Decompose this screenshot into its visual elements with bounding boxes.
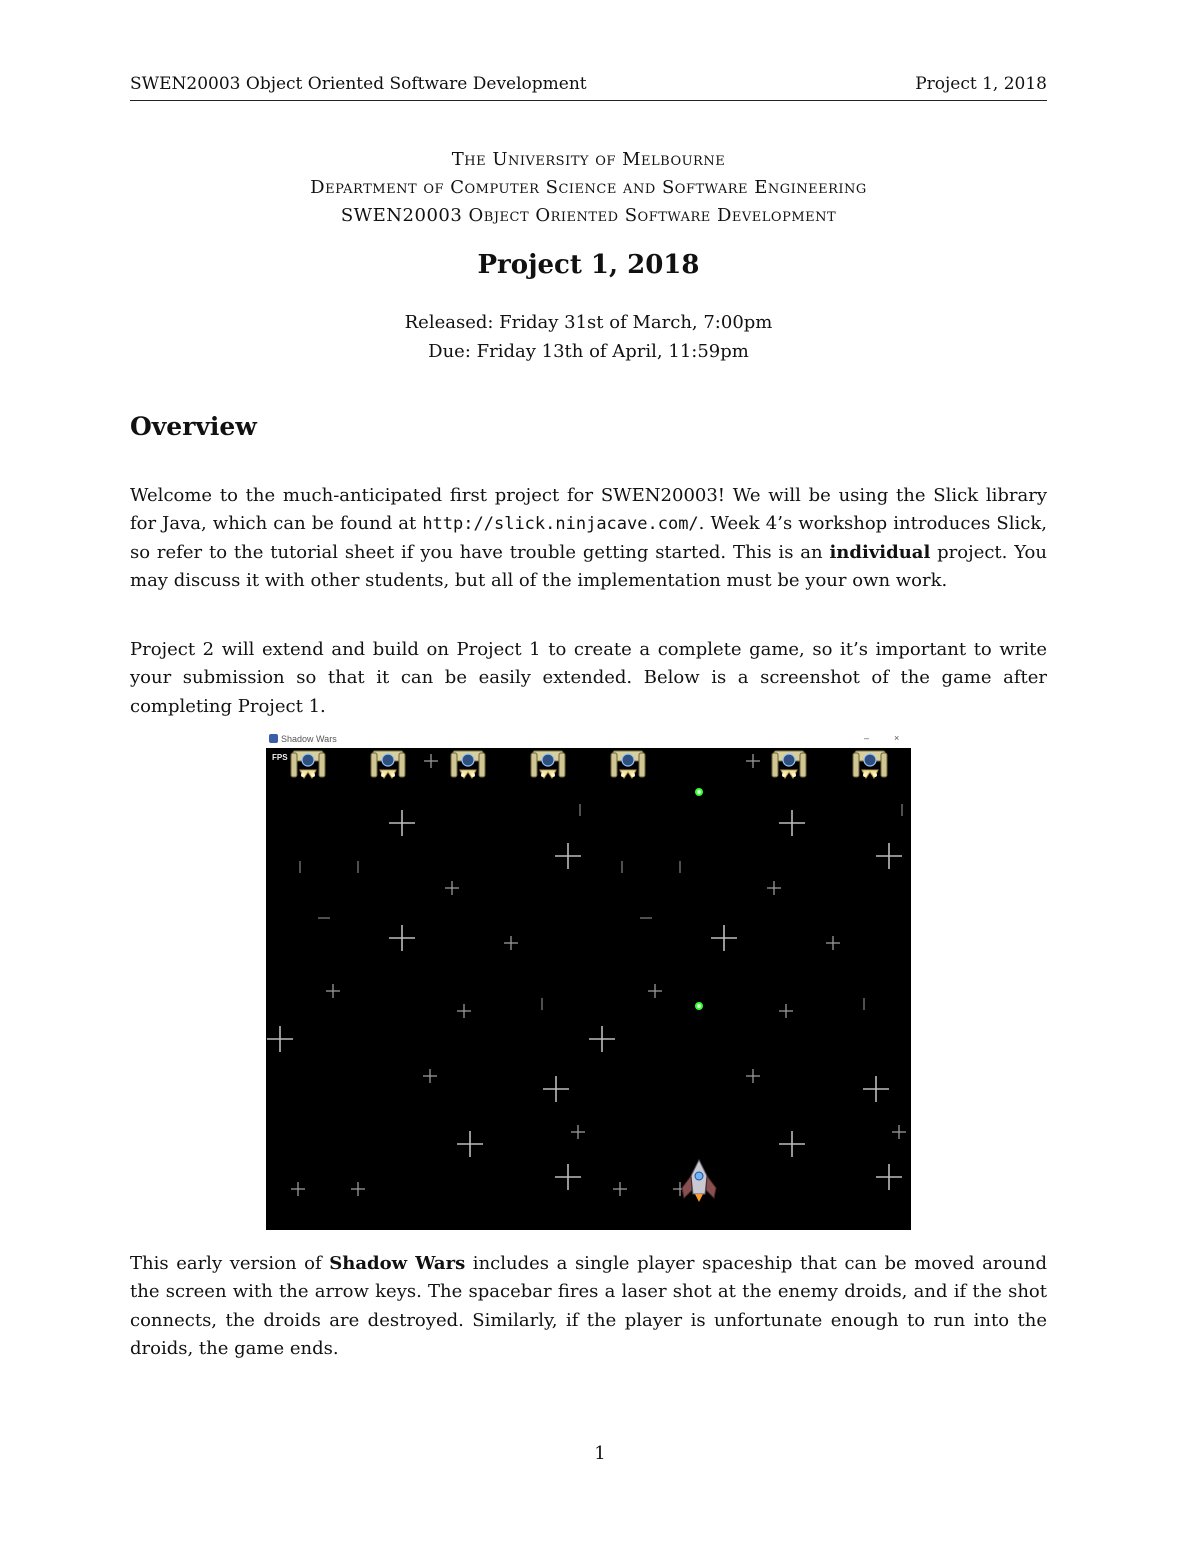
- star: [291, 1182, 305, 1196]
- university-name: The University of Melbourne: [451, 149, 726, 170]
- star: [767, 881, 781, 895]
- player-spaceship: [682, 1160, 716, 1202]
- p3-bold-shadow-wars: Shadow Wars: [329, 1253, 466, 1274]
- project-title: Project 1, 2018: [477, 250, 700, 280]
- star: [613, 1182, 627, 1196]
- overview-paragraph-1: [130, 482, 1047, 595]
- star: [457, 1131, 483, 1157]
- close-icon: ×: [894, 733, 900, 743]
- star: [389, 810, 415, 836]
- title-block: [130, 146, 1047, 230]
- star: [589, 1026, 615, 1052]
- star: [326, 984, 340, 998]
- fps-counter: FPS: [272, 753, 288, 762]
- star: [892, 1125, 906, 1139]
- star: [571, 1125, 585, 1139]
- p1-text-c: project. You may discuss it with other students, but all of the implementation must be your own work.: [130, 541, 1047, 591]
- enemy-droid: [451, 751, 485, 778]
- star: [267, 1026, 293, 1052]
- star: [389, 925, 415, 951]
- game-window-title: Shadow Wars: [281, 734, 337, 744]
- enemy-droid: [531, 751, 565, 778]
- star: [351, 1182, 365, 1196]
- header-project: Project 1, 2018: [915, 74, 1047, 94]
- star: [648, 984, 662, 998]
- subject-name: SWEN20003 Object Oriented Software Development: [340, 205, 837, 226]
- header-course: SWEN20003 Object Oriented Software Development: [130, 74, 587, 94]
- overview-paragraph-2: Project 2 will extend and build on Project 1 to create a complete game, so it’s important to write your submission so that it can be easily extended. Below is a screenshot of the game after completing Project 1.: [130, 639, 1047, 717]
- game-scene: [266, 748, 911, 1230]
- due-date: Due: Friday 13th of April, 11:59pm: [428, 341, 749, 362]
- star: [863, 1076, 889, 1102]
- game-title-bar: [266, 731, 911, 748]
- dates: [130, 308, 1047, 366]
- p3-text-b: includes a single player spaceship that can be moved around the screen with the arrow keys. The spacebar fires a laser shot at the enemy droids, and if the shot connects, the droids are destroyed. Similarly, if the player is unfortunate enough to run into the droids, the game ends.: [130, 1253, 1047, 1359]
- game-screenshot: [266, 731, 911, 1230]
- overview-heading: Overview: [130, 412, 257, 441]
- game-app-icon: [269, 734, 278, 743]
- department-name: Department of Computer Science and Software Engineering: [310, 177, 867, 198]
- game-canvas: [266, 748, 911, 1230]
- star: [746, 1069, 760, 1083]
- star: [445, 881, 459, 895]
- star: [504, 936, 518, 950]
- p1-bold-individual: individual: [829, 541, 931, 563]
- minimize-icon: –: [864, 733, 870, 743]
- star: [746, 754, 760, 768]
- star: [555, 1164, 581, 1190]
- p1-text-a: Welcome to the much-anticipated first project for SWEN20003! We will be using the Slick library for Java, which can be found at: [130, 485, 1047, 535]
- overview-paragraph-3: [130, 1250, 1047, 1363]
- laser-shot: [695, 788, 703, 796]
- running-header: [130, 74, 1047, 101]
- star: [711, 925, 737, 951]
- enemy-droid: [371, 751, 405, 778]
- star: [457, 1004, 471, 1018]
- released-date: Released: Friday 31st of March, 7:00pm: [404, 312, 773, 333]
- slick-url-link[interactable]: http://slick.ninjacave.com/: [422, 514, 699, 535]
- p1-text-b: . Week 4’s workshop introduces Slick, so refer to the tutorial sheet if you have trouble getting started. This is an: [130, 513, 1047, 563]
- p3-text-a: This early version of: [130, 1253, 330, 1274]
- star: [543, 1076, 569, 1102]
- enemy-droid: [853, 751, 887, 778]
- enemy-droid: [772, 751, 806, 778]
- enemy-droid: [611, 751, 645, 778]
- laser-shot: [695, 1002, 703, 1010]
- enemy-droid: [291, 751, 325, 778]
- star: [779, 1131, 805, 1157]
- star: [876, 1164, 902, 1190]
- star: [555, 843, 581, 869]
- star: [876, 843, 902, 869]
- star: [423, 1069, 437, 1083]
- star: [424, 754, 438, 768]
- page-number: 1: [594, 1443, 606, 1464]
- star: [779, 1004, 793, 1018]
- star: [826, 936, 840, 950]
- star: [779, 810, 805, 836]
